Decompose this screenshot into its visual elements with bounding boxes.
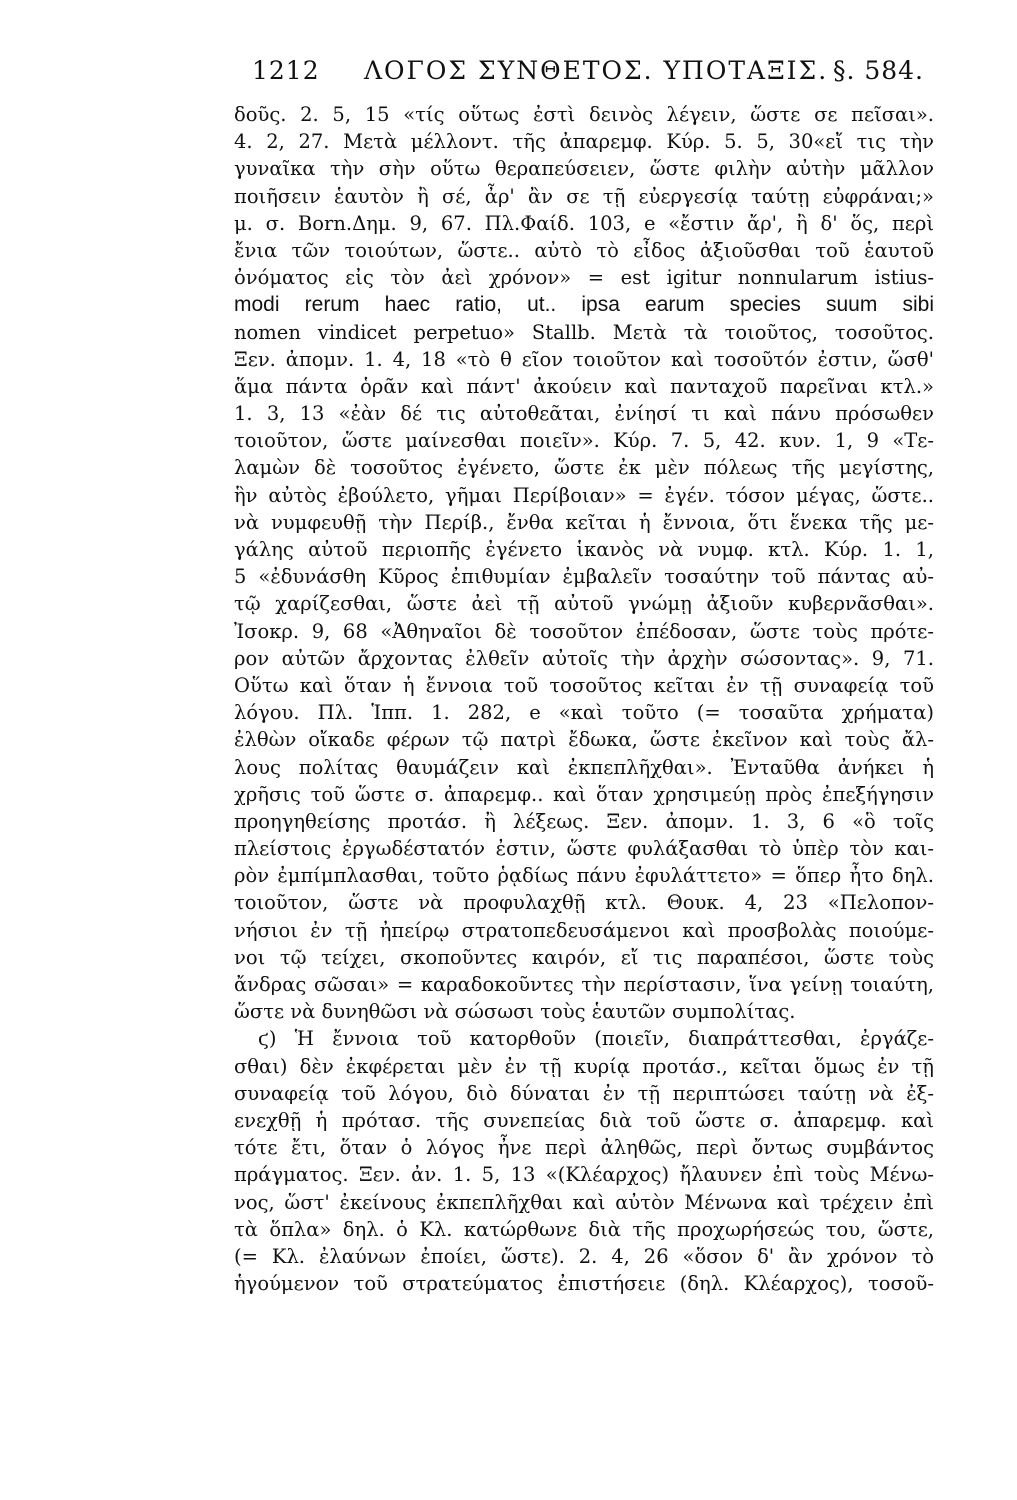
text-line: ἄνδρας σῶσαι» = καραδοκοῦντες τὴν περίστασιν, ἵνα γείνῃ τοιαύτη, <box>234 973 934 996</box>
text-line: Οὕτω καὶ ὅταν ἡ ἔννοια τοῦ τοσοῦτος κεῖται ἐν τῇ συναφείᾳ τοῦ <box>234 673 934 697</box>
text-line: Ξεν. ἀπομν. 1. 4, 18 «τὸ θ εῖον τοιοῦτον καὶ τοσοῦτόν ἐστιν, ὥσθ' <box>234 347 934 371</box>
text-line: γάλης αὐτοῦ περιοπῆς ἐγένετο ἱκανὸς νὰ νυμφ. κτλ. Κύρ. 1. 1, <box>234 538 934 561</box>
text-line: νήσιοι ἐν τῇ ἠπείρῳ στρατοπεδευσάμενοι καὶ προσβολὰς ποιούμε- <box>234 918 934 942</box>
text-line: ρὸν ἐμπίμπλασθαι, τοῦτο ῥᾳδίως πάνυ ἐφυλάττετο» = ὅπερ ἦτο δηλ. <box>234 864 934 888</box>
text-line: τότε ἔτι, ὅταν ὁ λόγος ἦνε περὶ ἀληθῶς, περὶ ὄντως συμβάντος <box>234 1136 934 1160</box>
text-line: τῷ χαρίζεσθαι, ὥστε ἀεὶ τῇ αὐτοῦ γνώμῃ ἀξιοῦν κυβερνᾶσθαι». <box>234 592 934 616</box>
text-line: Ἰσοκρ. 9, 68 «Ἀθηναῖοι δὲ τοσοῦτον ἐπέδοσαν, ὥστε τοὺς πρότε- <box>234 619 934 643</box>
text-line: ἔνια τῶν τοιούτων, ὥστε.. αὐτὸ τὸ εἶδος ἀξιοῦσθαι τοῦ ἑαυτοῦ <box>234 238 934 262</box>
text-line: 1. 3, 13 «ἐὰν δέ τις αὐτοθεᾶται, ἐνίησί τι καὶ πάνυ πρόσωθεν <box>234 402 934 426</box>
text-line: λαμὼν δὲ τοσοῦτος ἐγένετο, ὥστε ἐκ μὲν πόλεως τῆς μεγίστης, <box>234 456 934 480</box>
text-line: πράγματος. Ξεν. ἀν. 1. 5, 13 «(Κλέαρχος) ἤλαυνεν ἐπὶ τοὺς Μένω- <box>234 1163 934 1187</box>
text-line: modi rerum haec ratio, ut.. ipsa earum species suum sibi <box>234 293 934 317</box>
text-line: ρον αὐτῶν ἄρχοντας ἐλθεῖν αὐτοῖς τὴν ἀρχὴν σώσοντας». 9, 71. <box>234 646 934 670</box>
text-line: ἅμα πάντα ὁρᾶν καὶ πάντ' ἀκούειν καὶ πανταχοῦ παρεῖναι κτλ.» <box>234 374 934 398</box>
text-line: λους πολίτας θαυμάζειν καὶ ἐκπεπλῆχθαι». Ἐνταῦθα ἀνήκει ἡ <box>234 755 934 779</box>
text-line: σθαι) δὲν ἐκφέρεται μὲν ἐν τῇ κυρίᾳ προτάσ., κεῖται ὅμως ἐν τῇ <box>234 1054 934 1078</box>
text-line: νος, ὥστ' ἐκείνους ἐκπεπλῆχθαι καὶ αὐτὸν Μένωνα καὶ τρέχειν ἐπὶ <box>234 1190 934 1214</box>
text-line: ἡγούμενον τοῦ στρατεύματος ἐπιστήσειε (δηλ. Κλέαρχος), τοσοῦ- <box>234 1272 934 1296</box>
text-line: 5 «ἐδυνάσθη Κῦρος ἐπιθυμίαν ἐμβαλεῖν τοσαύτην τοῦ πάντας αὐ- <box>234 565 934 589</box>
text-line: ποιῆσειν ἑαυτὸν ἢ σέ, ἆρ' ἂν σε τῇ εὐεργεσίᾳ ταύτῃ εὐφράναι;» <box>234 184 934 208</box>
text-line: νὰ νυμφευθῇ τὴν Περίβ., ἔνθα κεῖται ἡ ἔννοια, ὅτι ἕνεκα τῆς με- <box>234 510 934 534</box>
text-line: νοι τῷ τείχει, σκοποῦντες καιρόν, εἴ τις παραπέσοι, ὥστε τοὺς <box>234 945 934 969</box>
text-line: 4. 2, 27. Μετὰ μέλλοντ. τῆς ἀπαρεμφ. Κύρ. 5. 5, 30«εἴ τις τὴν <box>234 130 934 154</box>
text-line: συναφείᾳ τοῦ λόγου, διὸ δύναται ἐν τῇ περιπτώσει ταύτῃ νὰ ἐξ- <box>234 1081 934 1105</box>
body-text <box>234 101 934 1297</box>
text-line: μ. σ. Born.Δημ. 9, 67. Πλ.Φαίδ. 103, e «ἔστιν ἄρ', ἢ δ' ὅς, περὶ <box>234 211 934 235</box>
text-line: λόγου. Πλ. Ἱππ. 1. 282, e «καὶ τοῦτο (= τοσαῦτα χρήματα) <box>234 701 934 725</box>
text-line: χρῆσις τοῦ ὥστε σ. ἀπαρεμφ.. καὶ ὅταν χρησιμεύῃ πρὸς ἐπεξήγησιν <box>234 782 934 806</box>
running-head <box>252 56 924 90</box>
text-line: πλείστοις ἐργωδέστατόν ἐστιν, ὥστε φυλάξασθαι τὸ ὑπὲρ τὸν και- <box>234 837 934 861</box>
page-number: 1212 <box>252 56 320 85</box>
text-line: ἣν αὐτὸς ἐβούλετο, γῆμαι Περίβοιαν» = ἐγέν. τόσον μέγας, ὥστε.. <box>234 483 934 507</box>
text-line: τὰ ὅπλα» δηλ. ὁ Κλ. κατώρθωνε διὰ τῆς προχωρήσεώς του, ὥστε, <box>234 1217 934 1241</box>
text-line: τοιοῦτον, ὥστε νὰ προφυλαχθῇ κτλ. Θουκ. 4, 23 «Πελοπον- <box>234 891 934 915</box>
text-line: (= Κλ. ἐλαύνων ἐποίει, ὥστε). 2. 4, 26 «ὅσον δ' ἂν χρόνον τὸ <box>234 1244 934 1268</box>
section-number: §. 584. <box>832 56 924 85</box>
text-line: ὀνόματος εἰς τὸν ἀεὶ χρόνον» = est igitur nonnularum istius- <box>234 266 934 290</box>
text-line: τοιοῦτον, ὥστε μαίνεσθαι ποιεῖν». Κύρ. 7. 5, 42. κυν. 1, 9 «Τε- <box>234 429 934 453</box>
text-line: ὥστε νὰ δυνηθῶσι νὰ σώσωσι τοὺς ἑαυτῶν συμπολίτας. <box>234 1000 796 1024</box>
text-line: δοῦς. 2. 5, 15 «τίς οὕτως ἐστὶ δεινὸς λέγειν, ὥστε σε πεῖσαι». <box>234 103 934 126</box>
text-line: γυναῖκα τὴν σὴν οὕτω θεραπεύσειεν, ὥστε φιλὴν αὐτὴν μᾶλλον <box>234 157 934 181</box>
text-line: ϛ) Ἡ ἔννοια τοῦ κατορθοῦν (ποιεῖν, διαπράττεσθαι, ἐργάζε- <box>258 1027 934 1051</box>
running-title: ΛΟΓΟΣ ΣΥΝΘΕΤΟΣ. ΥΠΟΤΑΞΙΣ. <box>364 56 829 85</box>
text-line: nomen vindicet perpetuo» Stallb. Μετὰ τὰ τοιοῦτος, τοσοῦτος. <box>234 320 934 344</box>
text-line: ενεχθῇ ἡ πρότασ. τῆς συνεπείας διὰ τοῦ ὥστε σ. ἀπαρεμφ. καὶ <box>234 1108 934 1132</box>
text-line: ἐλθὼν οἴκαδε φέρων τῷ πατρὶ ἔδωκα, ὥστε ἐκεῖνον καὶ τοὺς ἄλ- <box>234 728 934 752</box>
text-line: προηγηθείσης προτάσ. ἢ λέξεως. Ξεν. ἀπομν. 1. 3, 6 «ὃ τοῖς <box>234 809 934 833</box>
